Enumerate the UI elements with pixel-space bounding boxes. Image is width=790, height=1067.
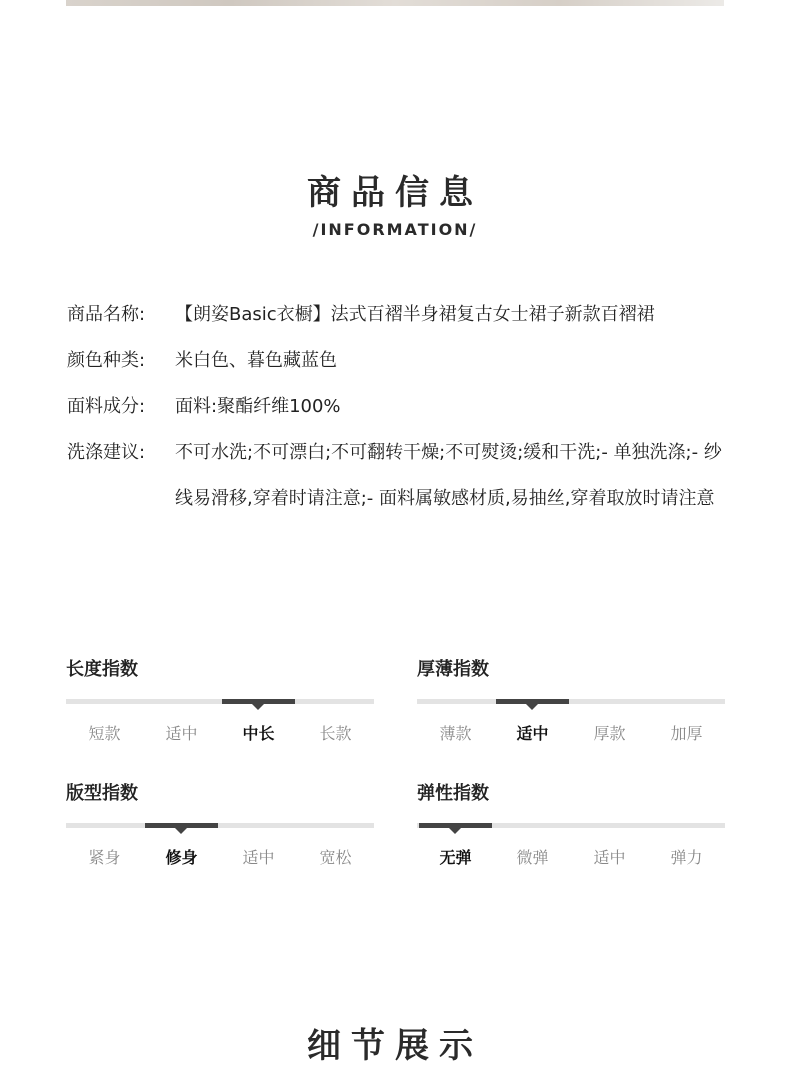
index-track — [417, 823, 725, 828]
index-option: 厚款 — [593, 724, 626, 743]
info-value: 面料:聚酯纤维100% — [175, 396, 341, 417]
index-indicator — [145, 823, 218, 828]
index-title: 弹性指数 — [417, 783, 489, 804]
index-option: 适中 — [242, 848, 275, 867]
index-title: 版型指数 — [66, 783, 138, 804]
index-option: 适中 — [165, 724, 198, 743]
index-option: 适中 — [516, 724, 549, 743]
index-title: 长度指数 — [66, 659, 138, 680]
info-value: 不可水洗;不可漂白;不可翻转干燥;不可熨烫;缓和干洗;- 单独洗涤;- 纱线易滑移,穿着时请注意;- 面料属敏感材质,易抽丝,穿着取放时请注意 — [175, 442, 722, 509]
index-indicator — [496, 699, 569, 704]
index-option: 长款 — [319, 724, 352, 743]
info-value: 【朗姿Basic衣橱】法式百褶半身裙复古女士裙子新款百褶裙 — [175, 304, 655, 325]
index-option: 短款 — [88, 724, 121, 743]
index-title: 厚薄指数 — [417, 659, 489, 680]
index-option: 无弹 — [439, 848, 472, 867]
index-indicator — [222, 699, 295, 704]
index-option: 加厚 — [670, 724, 703, 743]
index-option: 薄款 — [439, 724, 472, 743]
index-option: 微弹 — [516, 848, 549, 867]
info-section-title: 商品信息 — [307, 173, 483, 213]
info-label: 洗涤建议: — [67, 442, 146, 463]
index-track — [417, 699, 725, 704]
product-photo-strip — [66, 0, 724, 6]
index-track — [66, 699, 374, 704]
index-option: 弹力 — [670, 848, 703, 867]
index-indicator — [419, 823, 492, 828]
index-track — [66, 823, 374, 828]
info-label: 颜色种类: — [67, 350, 146, 371]
info-label: 商品名称: — [67, 304, 146, 325]
info-label: 面料成分: — [67, 396, 146, 417]
index-option: 中长 — [242, 724, 275, 743]
detail-section-title: 细节展示 — [307, 1026, 483, 1066]
index-option: 宽松 — [319, 848, 352, 867]
index-option: 修身 — [165, 848, 198, 867]
index-option: 紧身 — [88, 848, 121, 867]
info-section-subtitle: /INFORMATION/ — [312, 220, 478, 239]
index-option: 适中 — [593, 848, 626, 867]
info-value: 米白色、暮色藏蓝色 — [175, 350, 337, 371]
